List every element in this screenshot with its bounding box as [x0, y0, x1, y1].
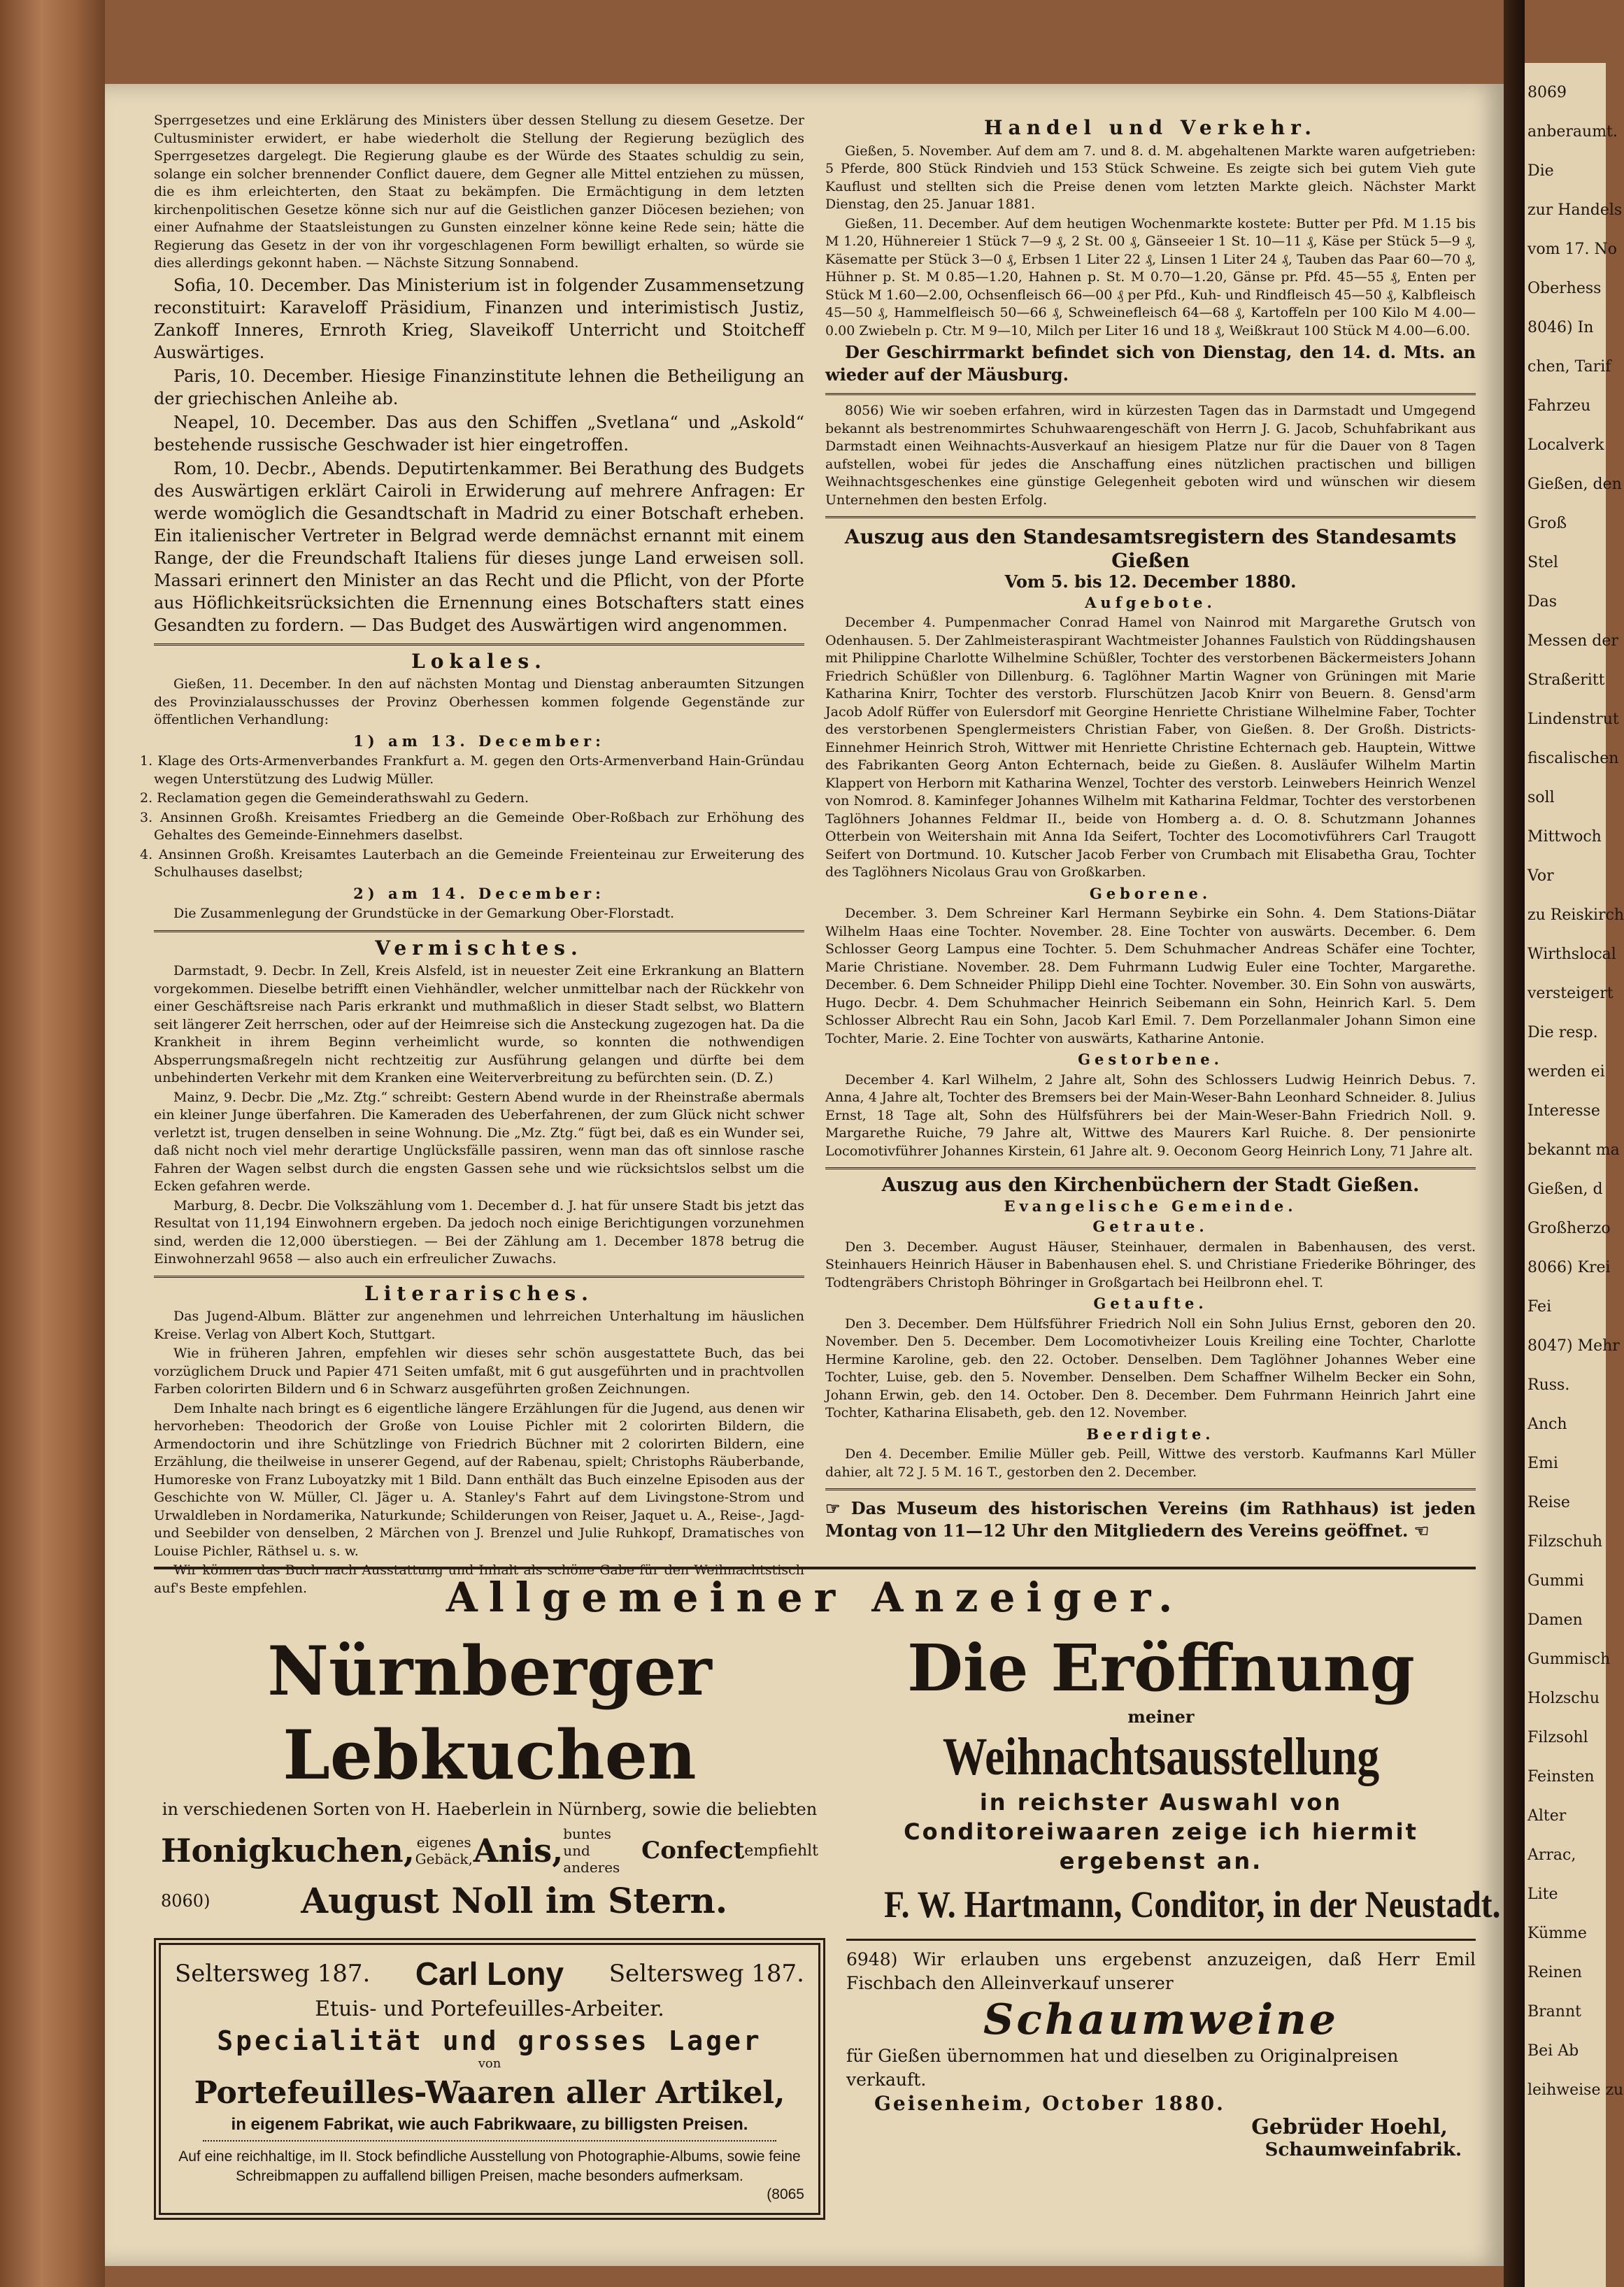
adjacent-page-fragment: 8069 [1527, 84, 1567, 101]
adjacent-page-fragment: Lindenstrut [1527, 711, 1619, 728]
adjacent-page-fragment: Reinen [1527, 1964, 1582, 1981]
adjacent-page-fragment: chen, Tarif [1527, 358, 1611, 376]
divider [825, 393, 1476, 395]
book-spine [0, 0, 105, 2287]
getraute-list: Den 3. December. August Häuser, Steinhauer, dermalen in Babenhausen, des verst. Steinhauers Heinrich Häuser in Babenhausen ehel. S. und Christiane Friederike Böhringer, des Todtengräbers Christoph Böhringer in Großgartach bei Heilbronn ehel. T. [825, 1239, 1476, 1290]
anzeiger-banner: Allgemeiner Anzeiger. [154, 1567, 1476, 1621]
gestorbene-list: December 4. Karl Wilhelm, 2 Jahre alt, Sohn des Schlossers Ludwig Heinrich Debus. 7. Anna, 4 Jahre alt, Tochter des Bremsers bei der Main-Weser-Bahn Leonhard Schneider. 8. Julius Ernst, 18 Tage alt, Sohn des Hülfsführers bei der Main-Weser-Bahn Friedrich Noll. 9. Margarethe Ruiche, 79 Jahre alt, Wittwe des Maurers Karl Ruiche. 8. Der pensionirte Locomotivführer Johannes Kirstein, 61 Jahre alt. 9. Oeconom Georg Heinrich Lony, 71 Jahre alt. [825, 1071, 1476, 1159]
lebkuchen-title: Nürnberger Lebkuchen [267, 1632, 712, 1795]
lony-fabrikat: in eigenem Fabrikat, wie auch Fabrikwaare, zu billigsten Preisen. [231, 2115, 748, 2134]
adjacent-page-fragment: anberaumt. [1527, 123, 1618, 141]
lony-specialty: Specialität und grosses Lager [217, 2025, 762, 2056]
dotted-divider [203, 2140, 776, 2142]
lony-address: Seltersweg 187. [608, 1960, 804, 1988]
eroeffnung-title: Die Eröffnung [907, 1630, 1415, 1706]
buntes-label: buntes und anderes [563, 1825, 620, 1876]
adjacent-page-fragment: soll [1527, 789, 1555, 806]
evangelische-heading: Evangelische Gemeinde. [1004, 1197, 1297, 1215]
lony-name: Carl Lony [415, 1955, 564, 1992]
beerdigte-list: Den 4. December. Emilie Müller geb. Peill, Wittwe des verstorb. Kaufmanns Karl Müller dahier, alt 72 J. 5 M. 16 T., gestorben den 2. December. [825, 1446, 1476, 1480]
left-ads [154, 1630, 825, 2220]
adjacent-page-fragment: leihweise zu [1527, 2081, 1624, 2099]
adjacent-page-fragment: Oberhess [1527, 280, 1602, 297]
adjacent-page-fragment: 8066) Krei [1527, 1259, 1611, 1276]
adjacent-page-fragment: Gießen, d [1527, 1181, 1603, 1198]
adjacent-page-fragment: vom 17. No [1527, 241, 1618, 258]
kirchenbuch-heading: Auszug aus den Kirchenbüchern der Stadt Gießen. [881, 1174, 1420, 1196]
museum-notice: ☞ Das Museum des historischen Vereins (im Rathhaus) ist jeden Montag von 11—12 Uhr den Mitgliedern des Vereins geöffnet. ☜ [825, 1498, 1476, 1541]
eigenes-label: eigenes Gebäck, [415, 1834, 473, 1867]
lokales-date-2: 2) am 14. December: [353, 884, 605, 902]
lony-ad-number: (8065 [767, 2186, 804, 2202]
aufgebote-list: December 4. Pumpenmacher Conrad Hamel von Nainrod mit Margarethe Grutsch von Odenhausen. 5. Der Zahlmeisteraspirant Wachtmeister Johannes Faulstich von Rüddingshausen mit Philippine Charlotte Wilhelmine Schüßler, Tochter des verstorbenen Bäckermeisters Johann Friedrich Schüßler von Dillenburg. 6. Taglöhner Martin Wagner von Grüningen mit Marie Katharina Knirr, Tochter des verstorb. Flurschützen Jacob Knirr von Beuern. 8. Gensd'arm Jacob Adolf Rüffer von Eulersdorf mit Georgine Henriette Christiane Wilhelmine Faber, Tochter des verstorbenen Spenglermeisters Christian Faber, von Gießen. 8. Der Großh. Districts-Einnehmer Heinrich Stroh, Wittwer mit Henriette Christine Echternach geb. Hauptein, Wittwe des Fabrikanten Georg Anton Echternach, beide zu Gießen. 8. Ausläufer Wilhelm Martin Klappert von Herborn mit Katharina Wenzel, Tochter des verstorb. Leinwebers Heinrich Wenzel von Nomrod. 8. Kaminfeger Johannes Wilhelm mit Katharina Feldmar, Tochter des verstorbenen Taglöhners Johannes Feldmar II., beide von Homberg a. d. O. 8. Schutzmann Johannes Otterbein von Weitershain mit Anna Ida Seifert, Tochter des Locomotivführers Carl Traugott Seifert von Dortmund. 10. Kutscher Jacob Ferber von Crumbach mit Elisabetha Grau, Tochter des Taglöhners Nicolaus Grau von Großkarben. [825, 615, 1476, 880]
adjacent-page-fragment: bekannt ma [1527, 1141, 1620, 1159]
jacob-notice: 8056) Wie wir soeben erfahren, wird in kürzesten Tagen das in Darmstadt und Umgegend bekannt als bestrenommirtes Schuhwaarengeschäft von Herrn J. G. Jacob, Schuhfabrikant aus Darmstadt einen Weihnachts-Ausverkauf an hiesigem Platze nur für die Dauer von 8 Tagen aufstellen, wobei für jedes die Anschaffung eines nützlichen practischen und billigen Weihnachtsgeschenkes eine günstige Gelegenheit geboten wird und wünschen wir diesem Unternehmen den besten Erfolg. [825, 403, 1476, 508]
jugend-album-recommend: Wir können das Buch nach Ausstattung und Inhalt als schöne Gabe für den Weihnachtstisch auf's Beste empfehlen. [154, 1562, 804, 1596]
marburg-report: Marburg, 8. Decbr. Die Volkszählung vom 1. December d. J. hat für unsere Stadt bis jetzt das Resultat von 11,194 Einwohnern ergeben. Da jedoch noch einige Berichtigungen vorzunehmen sind, werden die 12,000 überstiegen. — Bei der Zählung am 1. December 1878 betrug die Einwohnerzahl 9658 — also auch ein erfreulicher Zuwachs. [154, 1197, 804, 1267]
newspaper-page [105, 84, 1504, 2266]
geborene-heading: Geborene. [1089, 884, 1212, 902]
handel-market-report: Gießen, 5. November. Auf dem am 7. und 8. d. M. abgehaltenen Markte waren aufgetrieben: 5 Pferde, 800 Stück Rindvieh und 153 Stück Schweine. Es zeigte sich bei gutem Vieh gute Kauflust und stellten sich die Preise denen vom letzten Markte gleich. Nächster Markt Dienstag, den 25. Januar 1881. [825, 143, 1476, 212]
lebkuchen-line: in verschiedenen Sorten von H. Haeberlein in Nürnberg, sowie die beliebten [162, 1800, 818, 1819]
lony-albums: Auf eine reichhaltige, im II. Stock befindliche Ausstellung von Photographie-Albums, sowie feine Schreibmappen zu auffallend billigen Preisen, mache besonders aufmerksam. [178, 2149, 801, 2184]
adjacent-page-fragment: Interesse [1527, 1102, 1600, 1120]
neapel-report: Neapel, 10. December. Das aus den Schiffen „Svetlana“ und „Askold“ bestehende russische Geschwader ist hier eingetroffen. [154, 412, 804, 455]
adjacent-page-fragment: Damen [1527, 1611, 1583, 1629]
adjacent-page-fragment: versteigert [1527, 985, 1614, 1002]
adjacent-page-fragment: Fahrzeu [1527, 397, 1591, 415]
literarisches-heading: Literarisches. [364, 1281, 594, 1305]
adjacent-page-fragment: Gummi [1527, 1572, 1584, 1590]
weihnachtsausstellung-title: Weihnachtsausstellung [942, 1727, 1380, 1786]
noll-ad-number: 8060) [161, 1890, 211, 1911]
lony-ad [154, 1938, 825, 2220]
confect-label: Confect [641, 1837, 745, 1865]
adjacent-page-fragment: Gießen, den [1527, 476, 1622, 493]
lokales-last: Die Zusammenlegung der Grundstücke in der Gemarkung Ober-Florstadt. [173, 906, 675, 921]
adjacent-page-fragment: Emi [1527, 1455, 1558, 1472]
adjacent-page-fragment: Vor [1527, 867, 1554, 885]
divider [154, 930, 804, 932]
adjacent-page-fragment: Russ. [1527, 1376, 1570, 1394]
right-ads [846, 1630, 1501, 2160]
lokales-intro: Gießen, 11. December. In den auf nächsten Montag und Dienstag anberaumten Sitzungen des Provinzialausschusses der Provinz Oberhessen kommen folgende Gegenstände zur öffentlichen Verhandlung: [154, 676, 804, 727]
adjacent-page-fragment: Stel [1527, 554, 1558, 571]
adjacent-page-fragment: Brannt [1527, 2003, 1581, 2021]
divider [154, 643, 804, 646]
hoehl-firm-type: Schaumweinfabrik. [1265, 2139, 1462, 2160]
geborene-list: December. 3. Dem Schreiner Karl Hermann Seybirke ein Sohn. 4. Dem Stations-Diätar Wilhelm Haas eine Tochter. November. 28. Eine Tochter von auswärts. December. 6. Dem Schlosser Georg Lampus eine Tochter. 5. Dem Schuhmacher Andreas Schäfer eine Tochter, Marie Christiane. November. 28. Dem Fuhrmann Ludwig Euler eine Tochter, Margarethe. December. 6. Dem Schneider Philipp Diehl eine Tochter. November. 30. Ein Sohn von auswärts, Hugo. Decbr. 4. Dem Schuhmacher Heinrich Seibemann ein Sohn, Heinrich Karl. 5. Dem Schlosser Albrecht Rau ein Sohn, Jacob Karl Emil. 7. Dem Porzellanmaler Johann Simon eine Tochter, Marie. 2. Eine Tochter von auswärts, Katharine Antonie. [825, 906, 1476, 1046]
jugend-album-contents: Dem Inhalte nach bringt es 6 eigentliche längere Erzählungen für die Jugend, aus denen wir hervorheben: Theodorich der Große von Louise Pichler mit 2 colorirten Bildern, die Armendoctorin und ihre Schützlinge von Friedrich Büchner mit 2 colorirten Bildern, eine Erzählung, die theilweise in unserer Gegend, auf der Rabenau, spielt; Christophs Räuberbande, Humoreske von Franz Luboyatzky mit 1 Bild. Dann enthält das Buch einzelne Episoden aus der Geschichte von W. Müller, Cl. Jäger u. A. Stanley's Fahrt auf dem Livingstone-Strom und Urwaldleben in Nordamerika, Naturkunde; Schilderungen von Reiser, Jaquet u. A., Reise-, Jagd- und Seebilder von denselben, 2 Märchen von J. Brenzel und Julie Ruhkopf, Dramatisches von Louise Pichler, Räthsel u. s. w. [154, 1400, 804, 1559]
adjacent-page-fragment: Kümme [1527, 1925, 1587, 1942]
hartmann-name: F. W. Hartmann, Conditor, in der Neustadt. [884, 1883, 1501, 1925]
sofia-report: Sofia, 10. December. Das Ministerium ist in folgender Zusammensetzung reconstituirt: Karaveloff Präsidium, Finanzen und interimistisch Justiz, Zankoff Inneres, Ernroth Krieg, Slaveikoff Unterricht und Stoitcheff Auswärtiges. [154, 275, 804, 362]
adjacent-page-fragment: Localverk [1527, 436, 1604, 454]
jugend-album-title: Das Jugend-Album. Blätter zur angenehmen und lehrreichen Unterhaltung im häuslichen Kreise. Verlag von Albert Koch, Stuttgart. [154, 1309, 804, 1342]
adjacent-page-fragment: Fei [1527, 1298, 1552, 1316]
schaumweine-title: Schaumweine [983, 1995, 1339, 2044]
intro-paragraph: Sperrgesetzes und eine Erklärung des Ministers über dessen Stellung zu diesem Gesetze. Der Cultusminister erwidert, er habe wiederholt die Stellung der Regierung bezüglich des Sperrgesetzes dargelegt. Die Regierung glaube es der Würde des Staates schuldig zu sein, solange ein solcher brennender Conflict dauere, dem Gegner alle Mittel entziehen zu müssen, die es ihm erleichterten, den Staat zu bekämpfen. Die Ermächtigung in dem letzten kirchenpolitischen Gesetze könne sich nur auf die Geistlichen ganzer Diöcesen beziehen; von einer Aufnahme der Staatsleistungen zu Gunsten einzelner könne keine Rede sein; hätte die Regierung das Gesetz in der von ihr vorgeschlagenen Form bewilligt erhalten, so würde sie dies allerdings gekonnt haben. — Nächste Sitzung Sonnabend. [154, 113, 804, 271]
adjacent-page-fragment: Wirthslocal [1527, 946, 1616, 963]
empfiehlt-label: empfiehlt [744, 1841, 818, 1860]
darmstadt-report: Darmstadt, 9. Decbr. In Zell, Kreis Alsfeld, ist in neuester Zeit eine Erkrankung an Blattern vorgekommen. Dieselbe betrifft einen Viehhändler, welcher unmittelbar nach der Rückkehr von einer Geschäftsreise nach Paris erkrankt und muthmaßlich in dieser Stadt selbst, wo Blattern seit längerer Zeit herrschen, oder auf der Heimreise sich die Ansteckung zugezogen hat. Da die Krankheit in ihrem Beginn verheimlicht wurde, so konnten die nothwendigen Absperrungsmaßregeln nicht rechtzeitig zur Ausführung gelangen und dürfte bei dem unbehinderten Verkehr mit dem Kranken eine Weiterverbreitung zu befürchten sein. (D. Z.) [154, 963, 804, 1085]
adjacent-page-fragment: zur Handels [1527, 201, 1623, 219]
handel-heading: Handel und Verkehr. [984, 116, 1317, 139]
adjacent-page-fragment: Anch [1527, 1416, 1567, 1433]
lony-address: Seltersweg 187. [175, 1960, 371, 1988]
adjacent-page-fragment: Die [1527, 162, 1554, 180]
adjacent-page-fragment: Bei Ab [1527, 2042, 1579, 2060]
divider [154, 1276, 804, 1278]
right-column [825, 112, 1476, 1544]
handel-prices: Gießen, 11. December. Auf dem heutigen Wochenmarkte kostete: Butter per Pfd. M 1.15 bis M 1.20, Hühnereier 1 Stück 7—9 ₰, 2 St. 00 ₰, Gänseeier 1 St. 10—11 ₰, Käse per Stück 5—9 ₰, Käsematte per Stück 3—0 ₰, Erbsen 1 Liter 22 ₰, Linsen 1 Liter 24 ₰, Tauben das Paar 60—70 ₰, Hühner p. St. M 0.85—1.20, Hahnen p. St. M 0.70—1.20, Gänse pr. Pfd. 45—55 ₰, Enten per Stück M 1.60—2.00, Ochsenfleisch 66—00 ₰ per Pfd., Kuh- und Rindfleisch 45—50 ₰, Kalbfleisch 45—50 ₰, Hammelfleisch 50—66 ₰, Schweinefleisch 64—68 ₰, Kartoffeln per 100 Kilo M 4.00—0.00 Zwiebeln p. Ctr. M 9—10, Milch per Liter 16 und 18 ₰, Weißkraut 100 Stück M 4.00—6.00. [825, 215, 1476, 339]
adjacent-page-fragment: Lite [1527, 1886, 1558, 1903]
adjacent-page-fragment: Filzschuh [1527, 1533, 1603, 1551]
adjacent-page-fragment: Das [1527, 593, 1558, 611]
adjacent-page-fragment: Messen der [1527, 632, 1618, 650]
adjacent-page-fragment: Holzschu [1527, 1690, 1600, 1707]
standesamt-heading: Auszug aus den Standesamtsregistern des Standesamts Gießen [844, 525, 1457, 572]
rom-report: Rom, 10. Decbr., Abends. Deputirtenkammer. Bei Berathung des Budgets des Auswärtigen erklärt Cairoli in Erwiderung auf mehrere Anfragen: Er werde womöglich die Gesandtschaft in Madrid zu einer Botschaft erheben. Ein italienischer Vertreter in Belgrad werde demnächst ernannt mit einem Range, der die Freundschaft Italiens für dieses junge Land erweisen soll. Massari erinnert den Minister an das Recht und die Pflicht, von der Pforte aus Höflichkeitsrücksichten die Ernennung eines Botschafters statt eines Gesandten zu fordern. — Das Budget des Auswärtigen wird angenommen. [154, 458, 804, 635]
gestorbene-heading: Gestorbene. [1078, 1050, 1223, 1068]
getaufte-list: Den 3. December. Dem Hülfsführer Friedrich Noll ein Sohn Julius Ernst, geboren den 20. November. Den 5. December. Dem Locomotivheizer Louis Kreiling eine Tochter, Charlotte Hermine Karoline, geb. den 22. October. Denselben. Dem Taglöhner Johannes Weber eine Tochter, Luise, geb. den 5. November. Denselben. Dem Schaffner Wilhelm Becker ein Sohn, Johann Erwin, geb. den 14. October. Den 8. December. Dem Fuhrmann Heinrich Jahrt eine Tochter, Katharina Elisabeth, geb. den 12. November. [825, 1316, 1476, 1420]
honigkuchen-label: Honigkuchen, [161, 1832, 415, 1869]
adjacent-page-fragment: Groß [1527, 515, 1567, 532]
getaufte-heading: Getaufte. [1093, 1295, 1208, 1312]
hoehl-text-2: für Gießen übernommen hat und dieselben zu Originalpreisen verkauft. [846, 2046, 1399, 2090]
lony-trade: Etuis- und Portefeuilles-Arbeiter. [315, 1997, 664, 2021]
adjacent-page-fragment: Die resp. [1527, 1024, 1598, 1041]
hoehl-place: Geisenheim, October 1880. [874, 2092, 1225, 2115]
aufgebote-heading: Aufgebote. [1085, 593, 1216, 611]
adjacent-page-fragment: werden ei [1527, 1063, 1605, 1081]
adjacent-page-fragment: Straßeritt [1527, 671, 1605, 689]
adjacent-page-fragment: Feinsten [1527, 1768, 1595, 1786]
adjacent-page [1525, 63, 1624, 2287]
lokales-date-1: 1) am 13. December: [353, 732, 605, 750]
divider [825, 516, 1476, 518]
adjacent-page-fragment: Alter [1527, 1807, 1567, 1825]
paris-report: Paris, 10. December. Hiesige Finanzinstitute lehnen die Betheiligung an der griechischen Anleihe ab. [154, 366, 804, 408]
adjacent-page-fragment: Arrac, [1527, 1846, 1576, 1864]
lokales-heading: Lokales. [411, 649, 547, 673]
left-column [140, 112, 804, 1599]
hoehl-text: 6948) Wir erlauben uns ergebenst anzuzeigen, daß Herr Emil Fischbach den Alleinverkauf unserer [846, 1949, 1476, 1993]
adjacent-page-fragment: Gummisch [1527, 1651, 1611, 1668]
anis-label: Anis, [473, 1832, 564, 1869]
hartmann-text: in reichster Auswahl von Conditoreiwaaren zeige ich hiermit ergebenst an. [904, 1789, 1418, 1874]
meiner-label: meiner [1127, 1707, 1195, 1727]
book-gutter [1504, 0, 1525, 2287]
adjacent-page-fragment: fiscalischen [1527, 750, 1619, 767]
lokales-item: 2. Reclamation gegen die Gemeinderathswahl zu Gedern. [140, 790, 529, 806]
lokales-item: 4. Ansinnen Großh. Kreisamtes Lauterbach an die Gemeinde Freienteinau zur Erweiterung des Schulhauses daselbst; [140, 846, 804, 880]
geschirrmarkt-notice: Der Geschirrmarkt befindet sich von Dienstag, den 14. d. Mts. an wieder auf der Mäusburg. [825, 342, 1476, 385]
adjacent-page-fragment: Reise [1527, 1494, 1570, 1511]
lokales-item: 3. Ansinnen Großh. Kreisamtes Friedberg an die Gemeinde Ober-Roßbach zur Erhöhung des Gehaltes des Gemeinde-Einnehmers daselbst. [140, 809, 804, 843]
lony-products: Portefeuilles-Waaren aller Artikel, [194, 2075, 785, 2111]
jugend-album-text: Wie in früheren Jahren, empfehlen wir dieses sehr schön ausgestattete Buch, das bei vorzüglichem Druck und Papier 471 Seiten umfaßt, mit 6 gut ausgeführten und in prachtvollen Farben colorirten Bildern und 6 in Schwarz ausgeführten großen Zeichnungen. [154, 1346, 804, 1397]
adjacent-page-fragment: 8047) Mehr [1527, 1337, 1620, 1355]
getraute-heading: Getraute. [1092, 1218, 1209, 1235]
lokales-item: 1. Klage des Orts-Armenverbandes Frankfurt a. M. gegen den Orts-Armenverband Hain-Gründau wegen Unterstützung des Ludwig Müller. [140, 753, 804, 787]
standesamt-dates: Vom 5. bis 12. December 1880. [1004, 571, 1297, 592]
divider [825, 1488, 1476, 1490]
mainz-report: Mainz, 9. Decbr. Die „Mz. Ztg.“ schreibt: Gestern Abend wurde in der Rheinstraße abermals ein kleiner Junge überfahren. Die Kameraden des Ueberfahrenen, der zum Glück nicht schwer verletzt ist, trugen denselben in seine Wohnung. Die „Mz. Ztg.“ fügt bei, daß es ein Wunder sei, daß nicht noch viel mehr derartige Unglücksfälle passiren, wenn man das oft sinnlose rasche Fahren der Wagen selbst durch die engsten Gassen sehe und wie rücksichtslos selbst um die Ecken gefahren werde. [154, 1089, 804, 1194]
adjacent-page-fragment: Mittwoch [1527, 828, 1602, 846]
vermischtes-heading: Vermischtes. [375, 936, 583, 960]
lony-von: von [478, 2056, 501, 2071]
beerdigte-heading: Beerdigte. [1086, 1425, 1215, 1443]
hoehl-firm: Gebrüder Hoehl, [1251, 2115, 1448, 2139]
adjacent-page-fragment: zu Reiskirch [1527, 906, 1624, 924]
adjacent-page-fragment: Filzsohl [1527, 1729, 1588, 1746]
noll-name: August Noll im Stern. [301, 1880, 728, 1921]
adjacent-page-fragment: 8046) In [1527, 319, 1594, 336]
divider [825, 1167, 1476, 1169]
adjacent-page-fragment: Großherzo [1527, 1220, 1611, 1237]
